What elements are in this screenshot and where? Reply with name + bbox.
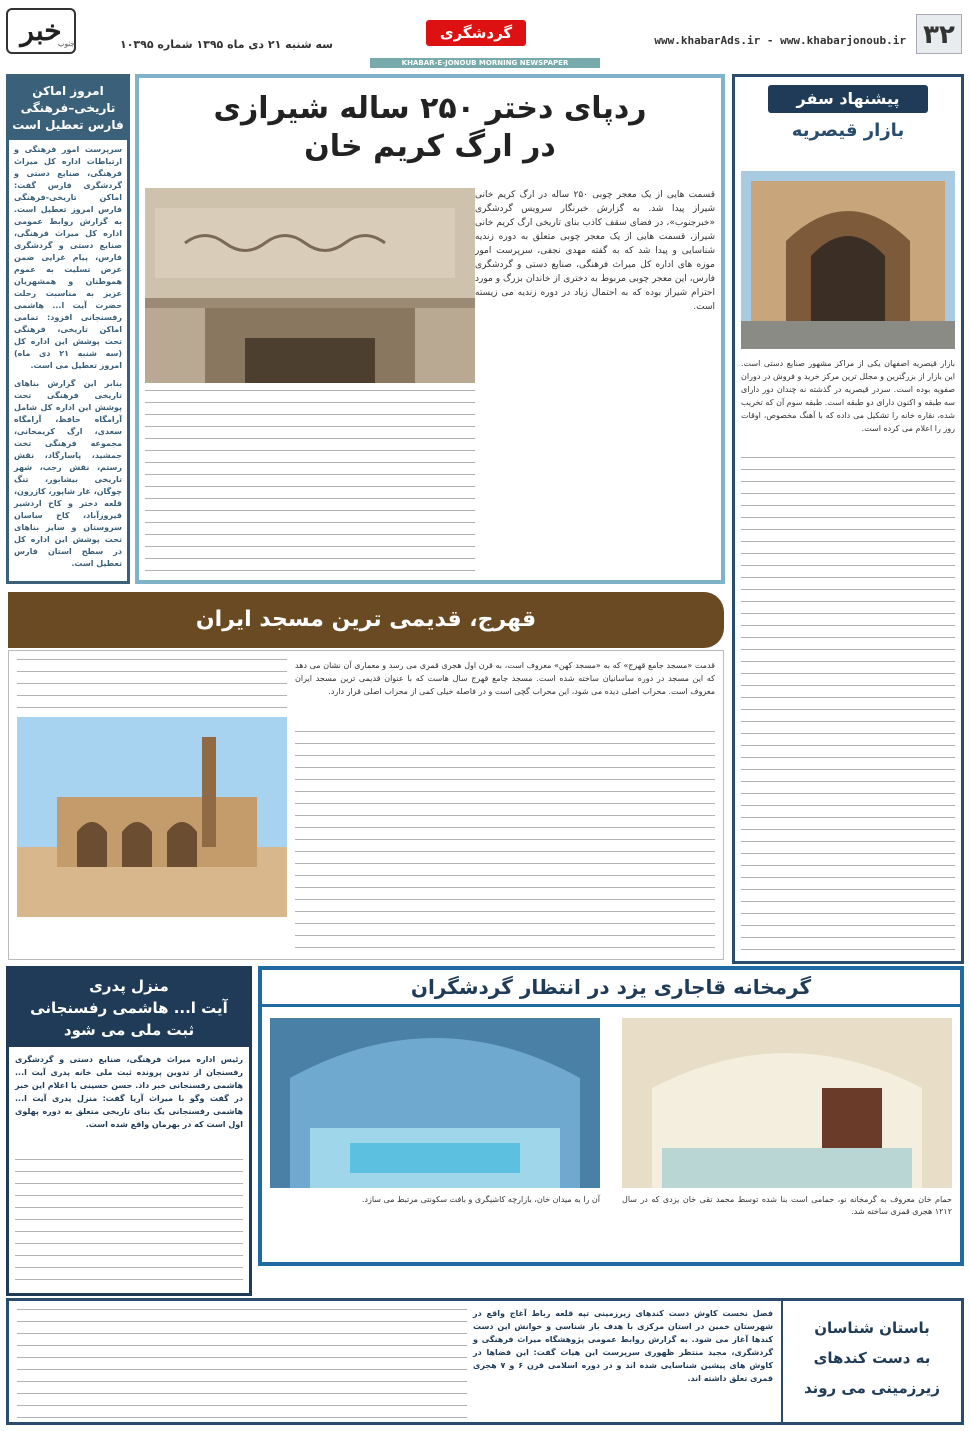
travel-text-rows (741, 457, 955, 957)
rafsanjani-title-2: آیت ا... هاشمی رفسنجانی (30, 999, 228, 1017)
ghohroud-left-rows (17, 659, 287, 709)
yazd-caption-right: حمام خان معروف به گرمخانه نو، حمامی است بنا شده توسط محمد تقی خان یزدی که در سال ۱۲۱۲ هجری قمری ساخته شد. (622, 1195, 952, 1216)
issue-date: سه شنبه ۲۱ دی ماه ۱۳۹۵ شماره ۱۰۳۹۵ (120, 38, 333, 51)
fars-title-1: امروز اماکن (32, 84, 104, 98)
english-band: KHABAR-E-JONOUB MORNING NEWSPAPER (370, 58, 600, 68)
main-article (135, 74, 725, 584)
bazaar-photo (741, 171, 955, 349)
ghohroud-banner (8, 592, 724, 648)
yazd-title: گرمخانه قاجاری یزد در انتظار گردشگران (262, 970, 960, 1007)
yazd-article (258, 966, 964, 1266)
archaeology-title-3: زیرزمینی می روند (803, 1379, 941, 1397)
bathhouse-photo-right (622, 1018, 952, 1188)
fars-closure-body: سرپرست امور فرهنگی و ارتباطات اداره کل میراث فرهنگی، صنایع دستی و گردشگری فارس گفت: اماکن تاریخی-فرهنگی فارس امروز تعطیل است. به گزارش روابط عمومی اداره کل میراث فرهنگی، صنایع دستی و گردشگری فارس، پیام غرایی ضمن عرض تسلیت به عموم هموطنان و همشهریان عزیز به مناسبت رحلت حضرت آیت ا... هاشمی رفسنجانی افزود: تمامی اماکن تاریخی، فرهنگی تحت پوشش این اداره کل (سه شنبه ۲۱ دی ماه) امروز تعطیل می است. (14, 145, 122, 370)
ghohroud-text-rows (295, 731, 715, 951)
newspaper-logo[interactable] (6, 8, 76, 54)
wooden-railing-photo (145, 188, 475, 383)
fars-title-2: تاریخی–فرهنگی (20, 101, 116, 115)
archaeology-text-rows (17, 1309, 467, 1419)
site-url[interactable]: www.khabarAds.ir - www.khabarjonoub.ir (654, 34, 906, 47)
archaeology-title-2: به دست کندهای (813, 1349, 931, 1367)
fars-title-3: فارس تعطیل است (12, 118, 124, 132)
travel-subtitle: بازار قیصریه (791, 120, 905, 141)
fars-closure-body2: بنابر این گزارش بناهای تاریخی فرهنگی تحت پوشش این اداره کل شامل آرامگاه حافظ، آرامگاه سعدی، ارگ کریمخانی، مجموعه فرهنگی تخت جمشید، پاسارگاد، نقش رستم، نقش رجب، شهر تاریخی بیشابور، تنگ چوگان، غار شاپور، کازرون، قلعه دختر و کاخ اردشیر فیروزآباد، کاخ ساسان سروستان و سایر بناهای تحت پوشش این اداره کل در سطح استان فارس تعطیل است. (14, 379, 122, 568)
fars-closure-title (9, 77, 127, 140)
rafsanjani-title-3: ثبت ملی می شود (63, 1021, 195, 1039)
archaeology-box (6, 1298, 964, 1425)
travel-suggestion-box (732, 74, 964, 964)
travel-title: پیشنهاد سفر (768, 85, 928, 113)
rafsanjani-text-rows (15, 1159, 243, 1287)
ghohroud-title: قهرج، قدیمی ترین مسجد ایران (195, 607, 537, 632)
masthead (0, 0, 970, 70)
archaeology-title-1: باستان شناسان (814, 1319, 930, 1337)
mosque-photo (17, 717, 287, 917)
main-title-1: ردپای دختر ۲۵۰ ساله شیرازی (213, 91, 647, 126)
section-label: گردشگری (426, 20, 526, 46)
ghohroud-body: قدمت «مسجد جامع قهرج» که به «مسجد کهن» معروف است، به قرن اول هجری قمری می رسد و معماری آن نشان می دهد که این مسجد در دوره ساسانیان ساخته شده است. مسجد جامع قهرج سال هاست که با عنوان قدیمی ترین مسجد ایران معروف است. محراب اصلی دیده می شود، این محراب گچی است و در فاصله خیلی کمی از محراب اصلی قرار دارد. (295, 661, 715, 696)
main-article-body: قسمت هایی از یک معجر چوبی ۲۵۰ ساله در ارگ کریم خانی شیراز پیدا شد. به گزارش خبرنگار سرویس گردشگری «خبرجنوب»، در فضای سقف کاذب بنای تاریخی ارگ کریم خانی شیراز، قسمت هایی از یک معجر چوبی متعلق به دوره زندیه شناسایی و پیدا شد که به گفته مهدی نجفی، سرپرست امور موزه های اداره کل میراث فرهنگی، صنایع دستی و گردشگری فارس، این معجر چوبی مربوط به دختری از خاندان بزرگ و مورد احترام شیراز بوده که به احتمال زیاد در دوره زندیه می زیسته است. (475, 190, 715, 312)
rafsanjani-title (9, 969, 249, 1047)
page-number: ۳۲ (916, 14, 962, 54)
rafsanjani-title-1: منزل پدری (89, 977, 169, 995)
main-article-text-rows (145, 390, 475, 580)
fars-closure-box (6, 74, 130, 584)
bathhouse-photo-left (270, 1018, 600, 1188)
main-article-title (139, 78, 721, 166)
ghohroud-article (8, 650, 724, 960)
logo-text: خبر (20, 14, 62, 47)
yazd-caption-left: آن را به میدان خان، بازارچه کاشیگری و بافت سکونتی مرتبط می سازد. (361, 1195, 600, 1204)
main-title-2: در ارگ کریم خان (304, 129, 556, 164)
archaeology-body: فصل نخست کاوش دست کندهای زیرزمینی تپه قلعه رباط آغاج واقع در شهرستان خمین در استان مرکزی با هدف باز شناسی و خوانش این دست کندها آغاز می شود. به گزارش روابط عمومی پژوهشگاه میراث فرهنگی و گردشگری، مجید منتظر ظهوری سرپرست این هیات گفت: این فضاها در کاوش های پیشین شناسایی شده اند و در دوره اسلامی قرن ۶ و ۷ هجری قمری تعلق داشته اند. (473, 1309, 774, 1383)
travel-body: بازار قیصریه اصفهان یکی از مراکز مشهور صنایع دستی است. این بازار از بزرگترین و مجلل ترین مرکز خرید و فروش در دوران صفویه بوده است. سردر قیصریه در گذشته نه چندان دور دارای سه طبقه و اکنون دارای دو طبقه است. طبقه سوم آن که تخریب شده، نقاره خانه را تشکیل می داده که با آهنگ مخصوص، اوقات روز را اعلام می کرده است. (741, 359, 955, 433)
rafsanjani-box (6, 966, 252, 1296)
rafsanjani-body: رئیس اداره میراث فرهنگی، صنایع دستی و گردشگری رفسنجان از تدوین پرونده ثبت ملی خانه پدری آیت ا... هاشمی رفسنجانی خبر داد. حسن حسینی با اعلام این خبر در گفت وگو با میراث آریا گفت: منزل پدری آیت ا... هاشمی رفسنجانی یک بنای تاریخی متعلق به دوره پهلوی اول است که در بهرمان واقع شده است. (15, 1055, 243, 1129)
logo-sub: جنوب (58, 39, 75, 48)
archaeology-title (781, 1301, 961, 1422)
